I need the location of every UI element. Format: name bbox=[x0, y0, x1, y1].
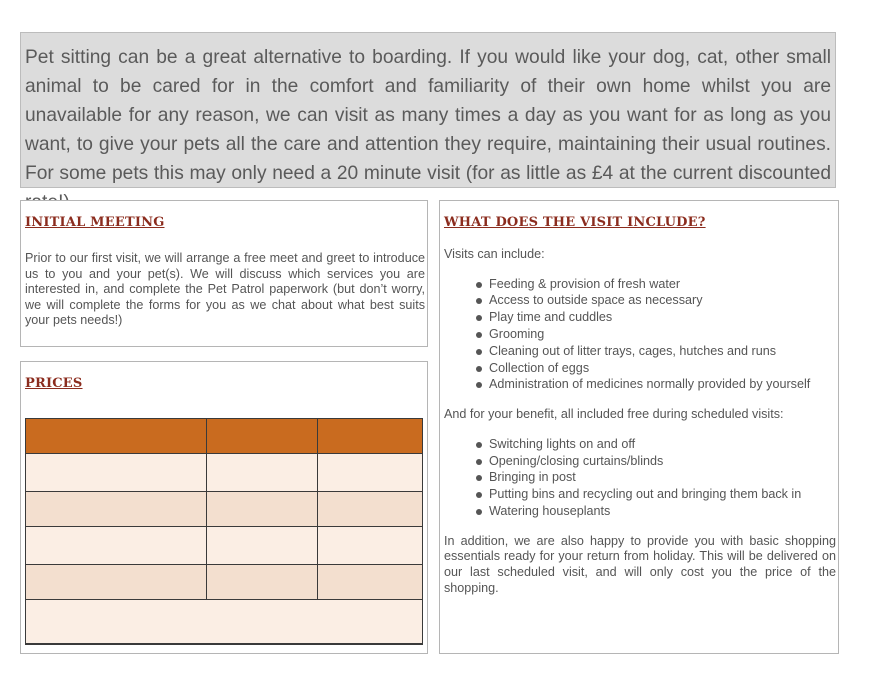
list-item-text: Putting bins and recycling out and bringing them back in bbox=[489, 487, 802, 502]
table-cell bbox=[26, 565, 207, 600]
prices-header-cell bbox=[26, 419, 207, 454]
benefit-intro-text: And for your benefit, all included free during scheduled visits: bbox=[444, 407, 784, 422]
bullet-icon bbox=[476, 382, 482, 388]
table-cell bbox=[207, 527, 318, 565]
table-cell bbox=[207, 565, 318, 600]
bullet-icon bbox=[476, 315, 482, 321]
list-item-text: Access to outside space as necessary bbox=[489, 293, 703, 308]
list-item bbox=[489, 343, 836, 360]
prices-table-header-row bbox=[26, 419, 423, 454]
list-item-text: Bringing in post bbox=[489, 470, 576, 485]
list-item bbox=[489, 276, 836, 293]
initial-meeting-box bbox=[20, 200, 428, 347]
table-row bbox=[26, 454, 423, 492]
initial-meeting-heading: INITIAL MEETING bbox=[25, 215, 165, 230]
visit-heading: WHAT DOES THE VISIT INCLUDE? bbox=[444, 215, 706, 230]
table-row bbox=[26, 492, 423, 527]
prices-box bbox=[20, 361, 428, 654]
table-row bbox=[26, 600, 423, 645]
table-cell bbox=[26, 492, 207, 527]
bullet-icon bbox=[476, 282, 482, 288]
list-item bbox=[489, 292, 836, 309]
table-cell bbox=[26, 600, 423, 645]
intro-text: Pet sitting can be a great alternative to boarding. If you would like your dog, cat, other small animal to be cared for in the comfort and familiarity of their own home whilst you are unavailable for any reason, we can visit as many times a day as you want for as long as you want, to give your pets all the care and attention they require, maintaining their usual routines. For some pets this may only need a 20 minute visit (for as little as £4 at the current discounted bbox=[25, 47, 831, 184]
prices-table bbox=[25, 418, 423, 645]
list-item bbox=[489, 469, 836, 486]
list-item-text: Play time and cuddles bbox=[489, 310, 613, 325]
list-item-text: Watering houseplants bbox=[489, 503, 611, 518]
bullet-icon bbox=[476, 349, 482, 355]
table-cell bbox=[26, 454, 207, 492]
bullet-icon bbox=[476, 298, 482, 304]
table-cell bbox=[318, 565, 423, 600]
benefits-list bbox=[444, 436, 836, 520]
list-item-text: Administration of medicines normally provided by yourself bbox=[489, 377, 811, 392]
prices-heading: PRICES bbox=[25, 376, 83, 391]
prices-header-cell bbox=[318, 419, 423, 454]
table-row bbox=[26, 527, 423, 565]
visit-items-list bbox=[444, 276, 836, 394]
list-item bbox=[489, 360, 836, 377]
visit-includes-box bbox=[439, 200, 839, 654]
list-item bbox=[489, 453, 836, 470]
prices-header-cell bbox=[207, 419, 318, 454]
table-cell bbox=[207, 492, 318, 527]
table-cell bbox=[26, 527, 207, 565]
list-item bbox=[489, 486, 836, 503]
bullet-icon bbox=[476, 475, 482, 481]
list-item-text: Feeding & provision of fresh water bbox=[489, 276, 681, 291]
list-item bbox=[489, 309, 836, 326]
visit-intro-text: Visits can include: bbox=[444, 247, 545, 261]
initial-meeting-text: Prior to our first visit, we will arrange a free meet and greet to introduce us to you and your pet(s). We will discuss which services you are interested in, and complete the Pet Patrol paperwork (but don’t worry, we will complete the forms for you as we chat about what best suits your pets needs!) bbox=[25, 251, 425, 328]
list-item bbox=[489, 376, 836, 393]
list-item-text: Opening/closing curtains/blinds bbox=[489, 453, 664, 468]
table-cell bbox=[318, 527, 423, 565]
table-cell bbox=[207, 454, 318, 492]
list-item bbox=[489, 326, 836, 343]
bullet-icon bbox=[476, 509, 482, 515]
bullet-icon bbox=[476, 492, 482, 498]
list-item-text: Switching lights on and off bbox=[489, 436, 636, 451]
list-item-text: Collection of eggs bbox=[489, 360, 590, 375]
closing-text: In addition, we are also happy to provide you with basic shopping essentials ready for your return from holiday. This will be delivered on our last scheduled visit, and will only cost you the price of the shopping. bbox=[444, 533, 836, 595]
bullet-icon bbox=[476, 442, 482, 448]
list-item bbox=[489, 436, 836, 453]
table-row bbox=[26, 565, 423, 600]
bullet-icon bbox=[476, 459, 482, 465]
list-item bbox=[489, 503, 836, 520]
bullet-icon bbox=[476, 366, 482, 372]
intro-panel bbox=[20, 32, 836, 188]
table-cell bbox=[318, 454, 423, 492]
bullet-icon bbox=[476, 332, 482, 338]
list-item-text: Cleaning out of litter trays, cages, hutches and runs bbox=[489, 343, 777, 358]
table-cell bbox=[318, 492, 423, 527]
list-item-text: Grooming bbox=[489, 326, 545, 341]
